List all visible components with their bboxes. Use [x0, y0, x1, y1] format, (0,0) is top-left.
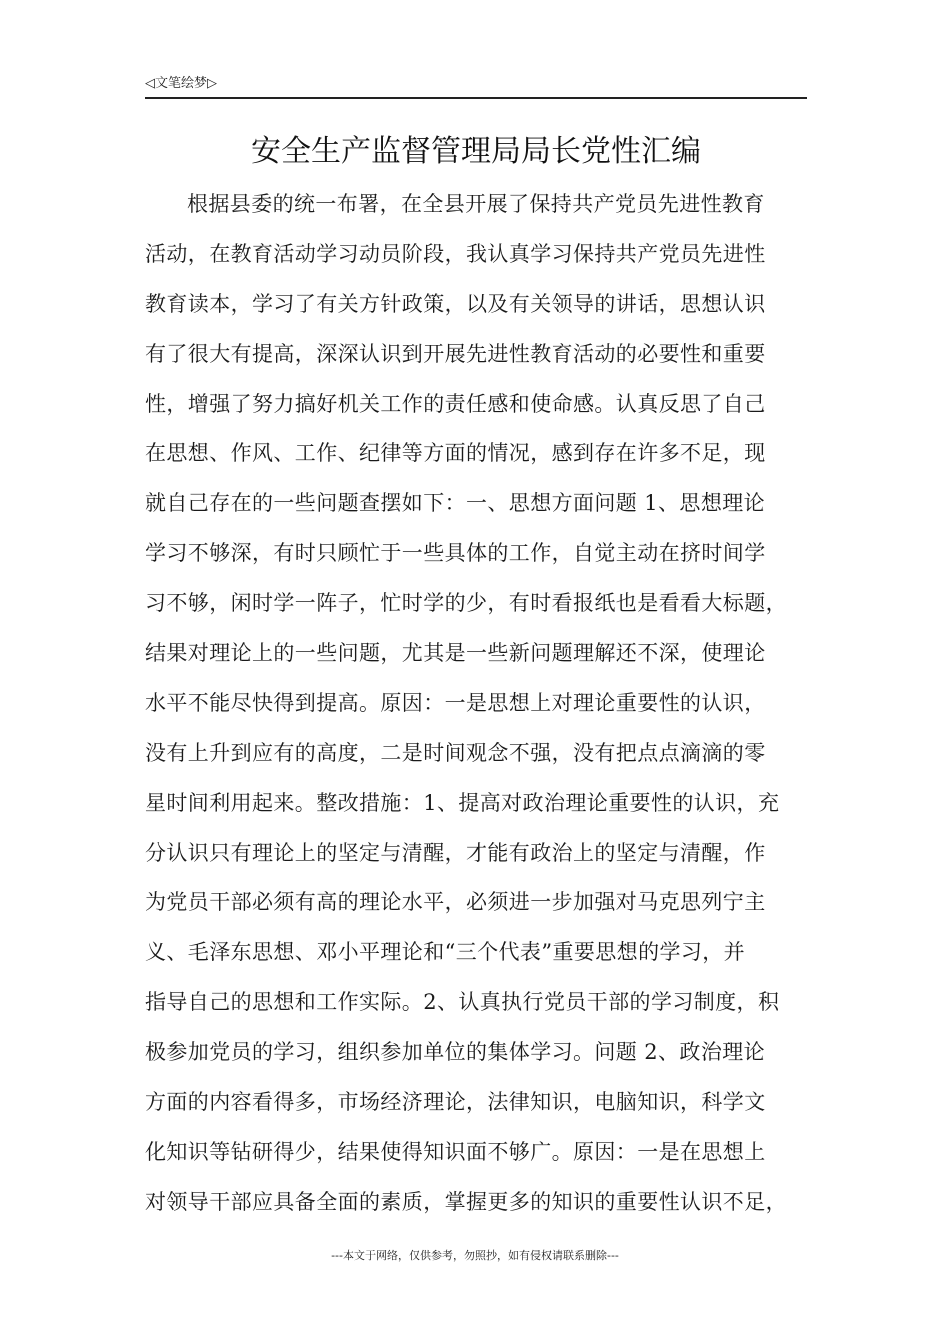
body-line: 性，增强了努力搞好机关工作的责任感和使命感。认真反思了自己: [145, 391, 766, 416]
body-line: 习不够，闲时学一阵子，忙时学的少，有时看报纸也是看看大标题，: [145, 591, 787, 616]
body-line: 极参加党员的学习，组织参加单位的集体学习。问题 2、政治理论: [145, 1040, 766, 1065]
body-line: 教育读本，学习了有关方针政策，以及有关领导的讲话，思想认识: [145, 291, 766, 316]
body-line: 有了很大有提高，深深认识到开展先进性教育活动的必要性和重要: [145, 341, 766, 366]
body-line: 水平不能尽快得到提高。原因：一是思想上对理论重要性的认识，: [145, 690, 766, 715]
body-line: 指导自己的思想和工作实际。2、认真执行党员干部的学习制度，积: [145, 990, 780, 1015]
body-line: 在思想、作风、工作、纪律等方面的情况，感到存在许多不足，现: [145, 441, 766, 466]
header-divider: [145, 97, 807, 99]
body-line: 结果对理论上的一些问题，尤其是一些新问题理解还不深，使理论: [145, 641, 766, 666]
body-line: 方面的内容看得多，市场经济理论，法律知识，电脑知识，科学文: [145, 1090, 766, 1115]
body-line: 活动，在教育活动学习动员阶段，我认真学习保持共产党员先进性: [145, 241, 766, 266]
body-line: 学习不够深，有时只顾忙于一些具体的工作，自觉主动在挤时间学: [145, 541, 766, 566]
body-line: 为党员干部必须有高的理论水平，必须进一步加强对马克思列宁主: [145, 890, 766, 915]
footer-disclaimer: ---本文于网络，仅供参考，勿照抄，如有侵权请联系删除---: [331, 1249, 619, 1262]
body-line: 根据县委的统一布署，在全县开展了保持共产党员先进性教育: [187, 192, 765, 216]
body-line: 义、毛泽东思想、邓小平理论和“三个代表”重要思想的学习，并: [145, 940, 746, 965]
body-line: 化知识等钻研得少，结果使得知识面不够广。原因：一是在思想上: [145, 1139, 766, 1164]
body-line: 对领导干部应具备全面的素质，掌握更多的知识的重要性认识不足，: [145, 1189, 787, 1214]
document-body: [145, 180, 820, 1228]
body-line: 没有上升到应有的高度，二是时间观念不强，没有把点点滴滴的零: [145, 740, 766, 765]
body-line: 星时间利用起来。整改措施：1、提高对政治理论重要性的认识，充: [145, 790, 780, 815]
body-line: 分认识只有理论上的坚定与清醒，才能有政治上的坚定与清醒，作: [145, 840, 766, 865]
body-line: 就自己存在的一些问题查摆如下：一、思想方面问题 1、思想理论: [145, 491, 766, 516]
document-title: 安全生产监督管理局局长党性汇编: [251, 134, 701, 169]
header-watermark: ◁文笔绘梦▷: [145, 76, 217, 91]
